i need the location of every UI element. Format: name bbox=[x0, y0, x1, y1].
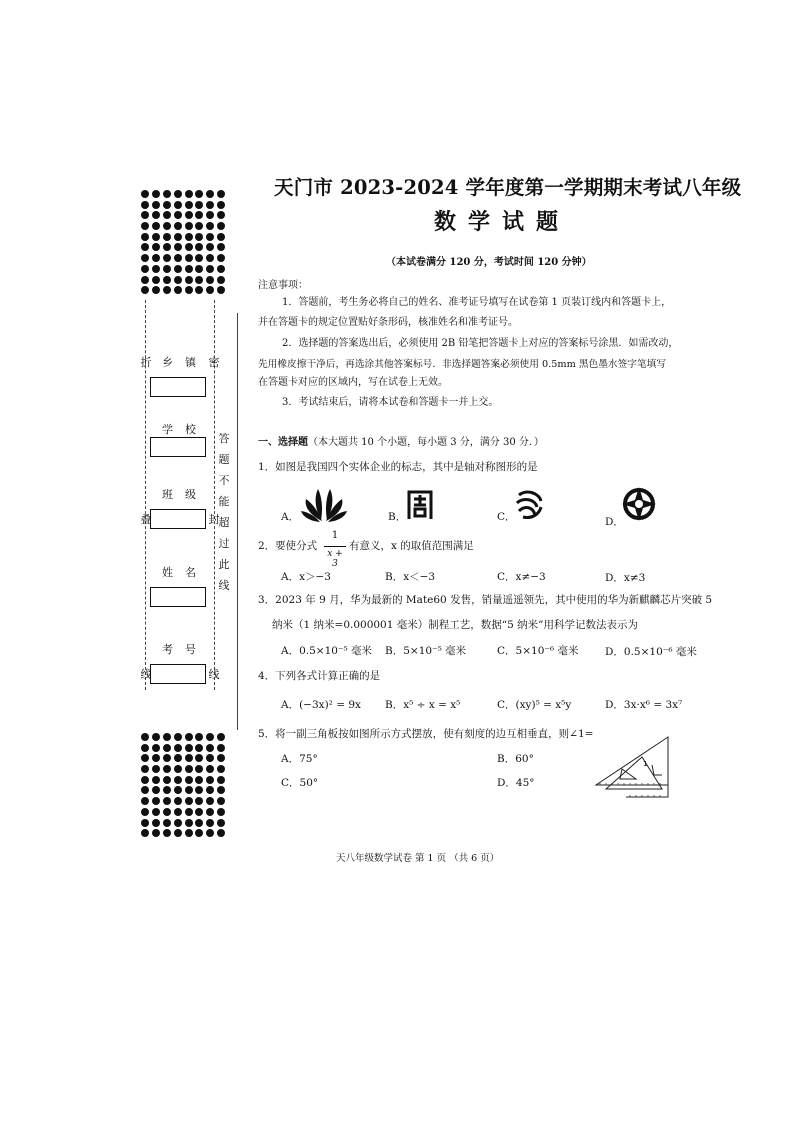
question-5-option-d: D．45° bbox=[497, 777, 535, 789]
binding-dot bbox=[195, 286, 203, 294]
binding-dot bbox=[141, 808, 149, 816]
field-box-school[interactable] bbox=[150, 437, 206, 457]
binding-dot bbox=[195, 776, 203, 784]
binding-dot bbox=[174, 819, 182, 827]
binding-dot bbox=[206, 222, 214, 230]
field-label-name: 姓名 bbox=[162, 566, 208, 579]
binding-dot bbox=[185, 190, 193, 198]
binding-dot bbox=[174, 797, 182, 805]
binding-dot bbox=[185, 776, 193, 784]
binding-dot bbox=[174, 744, 182, 752]
field-box-township[interactable] bbox=[150, 377, 206, 397]
binding-dot bbox=[141, 754, 149, 762]
question-2-stem-prefix: 2．要使分式 bbox=[258, 540, 318, 552]
binding-dot bbox=[174, 829, 182, 837]
binding-dot bbox=[174, 276, 182, 284]
binding-dot bbox=[152, 211, 160, 219]
question-3-option-c: C．5×10⁻⁶ 毫米 bbox=[497, 645, 579, 657]
warning-char: 能 bbox=[218, 495, 230, 508]
field-box-name[interactable] bbox=[150, 587, 206, 607]
binding-dot bbox=[206, 286, 214, 294]
notice-item-1-line-1: 1．答题前，考生务必将自己的姓名、准考证号填写在试卷第 1 页装订线内和答题卡上， bbox=[282, 297, 672, 308]
binding-dot bbox=[152, 265, 160, 273]
zhou-seal-logo bbox=[405, 489, 435, 521]
binding-dot bbox=[174, 201, 182, 209]
binding-dot bbox=[217, 754, 225, 762]
binding-dot bbox=[185, 254, 193, 262]
section-desc: （本大题共 10 个小题，每小题 3 分，满分 30 分．） bbox=[308, 437, 544, 448]
binding-dot bbox=[163, 829, 171, 837]
warning-char: 此 bbox=[218, 558, 230, 571]
question-4-option-a: A．(−3x)² = 9x bbox=[281, 699, 361, 711]
binding-dot bbox=[163, 754, 171, 762]
field-box-exam-number[interactable] bbox=[150, 664, 206, 684]
binding-dot bbox=[152, 829, 160, 837]
question-5-option-a: A．75° bbox=[281, 753, 318, 765]
binding-dot bbox=[163, 286, 171, 294]
binding-dot bbox=[174, 211, 182, 219]
binding-dot bbox=[174, 265, 182, 273]
binding-dot bbox=[195, 744, 203, 752]
warning-char: 答 bbox=[218, 432, 230, 445]
binding-dot bbox=[163, 808, 171, 816]
binding-dot bbox=[217, 211, 225, 219]
binding-dot bbox=[206, 776, 214, 784]
binding-dot bbox=[195, 276, 203, 284]
binding-dot bbox=[206, 829, 214, 837]
binding-dot bbox=[185, 222, 193, 230]
binding-dot bbox=[141, 265, 149, 273]
binding-dot bbox=[195, 733, 203, 741]
binding-dot bbox=[206, 733, 214, 741]
question-3-option-d: D．0.5×10⁻⁶ 毫米 bbox=[605, 646, 697, 658]
field-label-exam-number: 考号 bbox=[162, 643, 208, 656]
question-2-option-b: B．x＜−3 bbox=[385, 571, 436, 583]
binding-dot bbox=[174, 754, 182, 762]
question-4-option-b: B．x⁵ ÷ x = x⁵ bbox=[385, 699, 461, 711]
question-2-stem-suffix: 有意义，x 的取值范围满足 bbox=[349, 540, 474, 552]
binding-dot bbox=[141, 276, 149, 284]
question-2-fraction-bar bbox=[324, 546, 346, 547]
binding-dot bbox=[217, 222, 225, 230]
exam-meta: （本试卷满分 120 分，考试时间 120 分钟） bbox=[386, 257, 592, 268]
binding-dot bbox=[141, 797, 149, 805]
binding-dot bbox=[185, 829, 193, 837]
notice-item-1-line-2: 并在答题卡的规定位置贴好条形码，核准姓名和准考证号。 bbox=[258, 317, 518, 328]
binding-dot bbox=[163, 819, 171, 827]
binding-dot bbox=[163, 243, 171, 251]
seal-mark-bottom: 线 bbox=[208, 668, 220, 681]
question-3-option-b: B．5×10⁻⁵ 毫米 bbox=[385, 645, 467, 657]
question-1-option-d: D． bbox=[605, 516, 624, 528]
binding-dot bbox=[195, 786, 203, 794]
question-2-fraction-numerator: 1 bbox=[331, 530, 339, 541]
binding-dot bbox=[163, 254, 171, 262]
binding-dot bbox=[141, 733, 149, 741]
binding-dot bbox=[174, 786, 182, 794]
binding-dot bbox=[174, 765, 182, 773]
binding-dot bbox=[141, 829, 149, 837]
binding-dot bbox=[152, 797, 160, 805]
binding-dot bbox=[217, 265, 225, 273]
binding-dot bbox=[206, 243, 214, 251]
question-2-option-c: C．x≠−3 bbox=[497, 571, 546, 583]
binding-dot bbox=[206, 744, 214, 752]
binding-dot bbox=[195, 254, 203, 262]
binding-dot bbox=[163, 222, 171, 230]
binding-dot bbox=[185, 754, 193, 762]
binding-dot bbox=[217, 808, 225, 816]
binding-dot bbox=[152, 765, 160, 773]
field-label-class: 班级 bbox=[162, 488, 208, 501]
binding-dot bbox=[174, 286, 182, 294]
binding-dot bbox=[174, 254, 182, 262]
binding-dot bbox=[217, 190, 225, 198]
binding-dot bbox=[206, 786, 214, 794]
binding-dot bbox=[206, 201, 214, 209]
binding-dot bbox=[152, 201, 160, 209]
warning-char: 题 bbox=[218, 453, 230, 466]
binding-dot bbox=[163, 265, 171, 273]
binding-dot bbox=[141, 786, 149, 794]
section-title: 一、选择题 bbox=[258, 437, 308, 448]
binding-dot bbox=[185, 201, 193, 209]
binding-dot bbox=[141, 744, 149, 752]
binding-dot bbox=[217, 786, 225, 794]
binding-dot bbox=[163, 786, 171, 794]
binding-dot bbox=[217, 201, 225, 209]
binding-dot bbox=[206, 797, 214, 805]
binding-dot bbox=[206, 765, 214, 773]
binding-dot bbox=[152, 744, 160, 752]
binding-dot bbox=[152, 233, 160, 241]
binding-dot bbox=[195, 265, 203, 273]
binding-dots-bottom bbox=[141, 733, 227, 839]
binding-dot bbox=[185, 211, 193, 219]
binding-dot bbox=[174, 222, 182, 230]
binding-dot bbox=[163, 744, 171, 752]
binding-dot bbox=[152, 190, 160, 198]
binding-dot bbox=[152, 222, 160, 230]
binding-dot bbox=[174, 808, 182, 816]
question-3-line-2: 纳米（1 纳米=0.000001 毫米）制程工艺，数据“5 纳米”用科学记数法表示为 bbox=[272, 619, 639, 631]
binding-dot bbox=[174, 733, 182, 741]
binding-dot bbox=[141, 233, 149, 241]
question-2-fraction-denominator: x + 3 bbox=[327, 549, 343, 569]
binding-dot bbox=[195, 797, 203, 805]
binding-dot bbox=[217, 733, 225, 741]
binding-dot bbox=[206, 265, 214, 273]
binding-dot bbox=[185, 765, 193, 773]
binding-dot bbox=[152, 286, 160, 294]
binding-dot bbox=[141, 819, 149, 827]
binding-dot bbox=[195, 754, 203, 762]
binding-dot bbox=[185, 797, 193, 805]
page-footer: 天八年级数学试卷 第 1 页 （共 6 页） bbox=[336, 853, 500, 864]
binding-dot bbox=[152, 776, 160, 784]
binding-dot bbox=[152, 254, 160, 262]
binding-dot bbox=[217, 233, 225, 241]
question-5-stem: 5．将一副三角板按如图所示方式摆放，使有刻度的边互相垂直，则∠1= bbox=[258, 728, 594, 740]
binding-dot bbox=[206, 276, 214, 284]
binding-dot bbox=[185, 744, 193, 752]
binding-dot bbox=[152, 819, 160, 827]
binding-dot bbox=[206, 190, 214, 198]
fold-mark-mid: 叠 bbox=[140, 513, 152, 526]
china-mobile-logo bbox=[513, 487, 547, 521]
question-4-option-c: C．(xy)⁵ = x⁵y bbox=[497, 699, 572, 711]
binding-dot bbox=[174, 776, 182, 784]
binding-dot bbox=[141, 211, 149, 219]
question-1-option-c: C． bbox=[497, 511, 516, 523]
binding-solid-line bbox=[237, 313, 238, 730]
question-2-option-a: A．x＞−3 bbox=[281, 571, 331, 583]
binding-dot bbox=[217, 276, 225, 284]
question-1-stem: 1．如图是我国四个实体企业的标志，其中是轴对称图形的是 bbox=[258, 461, 538, 473]
binding-dot bbox=[163, 733, 171, 741]
binding-dot bbox=[163, 276, 171, 284]
binding-dot bbox=[217, 744, 225, 752]
huawei-petals bbox=[301, 489, 347, 522]
binding-dot bbox=[217, 254, 225, 262]
notice-item-2-line-2: 先用橡皮擦干净后，再选涂其他答案标号．非选择题答案必须使用 0.5mm 黑色墨水签字笔填写 bbox=[258, 359, 667, 370]
binding-dot bbox=[195, 201, 203, 209]
huawei-logo bbox=[300, 485, 348, 523]
compass-seal-logo bbox=[621, 486, 657, 522]
notice-item-2-line-3: 在答题卡对应的区域内，写在试卷上无效。 bbox=[258, 377, 448, 388]
binding-dot bbox=[195, 243, 203, 251]
binding-dot bbox=[163, 190, 171, 198]
binding-dot bbox=[217, 797, 225, 805]
binding-dot bbox=[163, 776, 171, 784]
binding-dot bbox=[195, 829, 203, 837]
fold-mark-bottom: 线 bbox=[140, 668, 152, 681]
notice-item-2-line-1: 2．选择题的答案选出后，必须使用 2B 铅笔把答题卡上对应的答案标号涂黑．如需改动， bbox=[282, 338, 679, 349]
binding-dot bbox=[152, 243, 160, 251]
binding-dot bbox=[185, 286, 193, 294]
binding-dot bbox=[141, 243, 149, 251]
binding-dot bbox=[141, 776, 149, 784]
binding-dot bbox=[217, 765, 225, 773]
question-5-option-b: B．60° bbox=[497, 753, 534, 765]
binding-dot bbox=[217, 819, 225, 827]
notice-heading: 注意事项： bbox=[258, 280, 308, 291]
binding-dot bbox=[195, 211, 203, 219]
warning-char: 不 bbox=[218, 474, 230, 487]
warning-char: 线 bbox=[218, 579, 230, 592]
binding-dot bbox=[195, 765, 203, 773]
binding-dot bbox=[152, 808, 160, 816]
binding-dot bbox=[152, 786, 160, 794]
binding-dot bbox=[141, 286, 149, 294]
question-4-option-d: D．3x·x⁶ = 3x⁷ bbox=[605, 699, 683, 711]
binding-dot bbox=[195, 233, 203, 241]
binding-dot bbox=[174, 243, 182, 251]
warning-char: 超 bbox=[218, 516, 230, 529]
binding-dot bbox=[206, 233, 214, 241]
exam-title: 天门市 2023-2024 学年度第一学期期末考试八年级 bbox=[274, 176, 742, 199]
question-1-option-a: A． bbox=[281, 511, 300, 523]
section-heading bbox=[258, 433, 544, 448]
binding-dot bbox=[174, 190, 182, 198]
question-3-option-a: A．0.5×10⁻⁵ 毫米 bbox=[281, 645, 373, 657]
binding-dot bbox=[141, 190, 149, 198]
binding-dot bbox=[163, 233, 171, 241]
binding-dot bbox=[217, 829, 225, 837]
notice-item-3: 3．考试结束后，请将本试卷和答题卡一并上交。 bbox=[282, 397, 499, 408]
binding-dot bbox=[141, 765, 149, 773]
binding-dot bbox=[152, 733, 160, 741]
binding-dot bbox=[141, 254, 149, 262]
binding-dot bbox=[141, 222, 149, 230]
binding-dot bbox=[174, 233, 182, 241]
seal-mark-mid: 封 bbox=[208, 513, 220, 526]
angle-1-label: 1 bbox=[643, 760, 648, 768]
binding-dot bbox=[195, 222, 203, 230]
triangle-rulers-figure bbox=[592, 735, 672, 805]
binding-dot bbox=[152, 754, 160, 762]
binding-dot bbox=[206, 254, 214, 262]
question-1-option-b: B． bbox=[388, 511, 407, 523]
warning-char: 过 bbox=[218, 537, 230, 550]
binding-dot bbox=[185, 786, 193, 794]
binding-dot bbox=[206, 211, 214, 219]
binding-dot bbox=[163, 201, 171, 209]
large-triangle-ruler bbox=[596, 737, 668, 785]
binding-dot bbox=[185, 265, 193, 273]
binding-dot bbox=[195, 190, 203, 198]
question-4-stem: 4．下列各式计算正确的是 bbox=[258, 670, 381, 682]
binding-dot bbox=[185, 243, 193, 251]
binding-dot bbox=[195, 808, 203, 816]
field-label-school: 学校 bbox=[162, 423, 208, 436]
binding-dot bbox=[217, 286, 225, 294]
question-5-option-c: C．50° bbox=[281, 777, 319, 789]
field-label-township: 乡镇 bbox=[162, 356, 208, 369]
seal-mark-secret: 密 bbox=[208, 356, 220, 369]
exam-subject: 数学试题 bbox=[434, 210, 571, 235]
binding-dot bbox=[195, 819, 203, 827]
binding-dot bbox=[217, 776, 225, 784]
binding-dot bbox=[185, 733, 193, 741]
binding-dot bbox=[163, 211, 171, 219]
binding-dot bbox=[206, 754, 214, 762]
fold-mark-top: 折 bbox=[140, 356, 152, 369]
binding-dot bbox=[206, 819, 214, 827]
question-2-option-d: D．x≠3 bbox=[605, 572, 646, 584]
binding-dot bbox=[141, 201, 149, 209]
binding-dot bbox=[217, 243, 225, 251]
binding-dot bbox=[152, 276, 160, 284]
binding-dot bbox=[163, 797, 171, 805]
field-box-class[interactable] bbox=[150, 509, 206, 529]
binding-dot bbox=[185, 819, 193, 827]
binding-dot bbox=[163, 765, 171, 773]
binding-dots-top bbox=[141, 190, 227, 296]
question-3-line-1: 3．2023 年 9 月，华为最新的 Mate60 发售，销量遥遥领先，其中使用的华为新麒麟芯片突破 5 bbox=[258, 594, 713, 606]
binding-dot bbox=[185, 233, 193, 241]
binding-dot bbox=[185, 276, 193, 284]
binding-dot bbox=[206, 808, 214, 816]
binding-dot bbox=[185, 808, 193, 816]
